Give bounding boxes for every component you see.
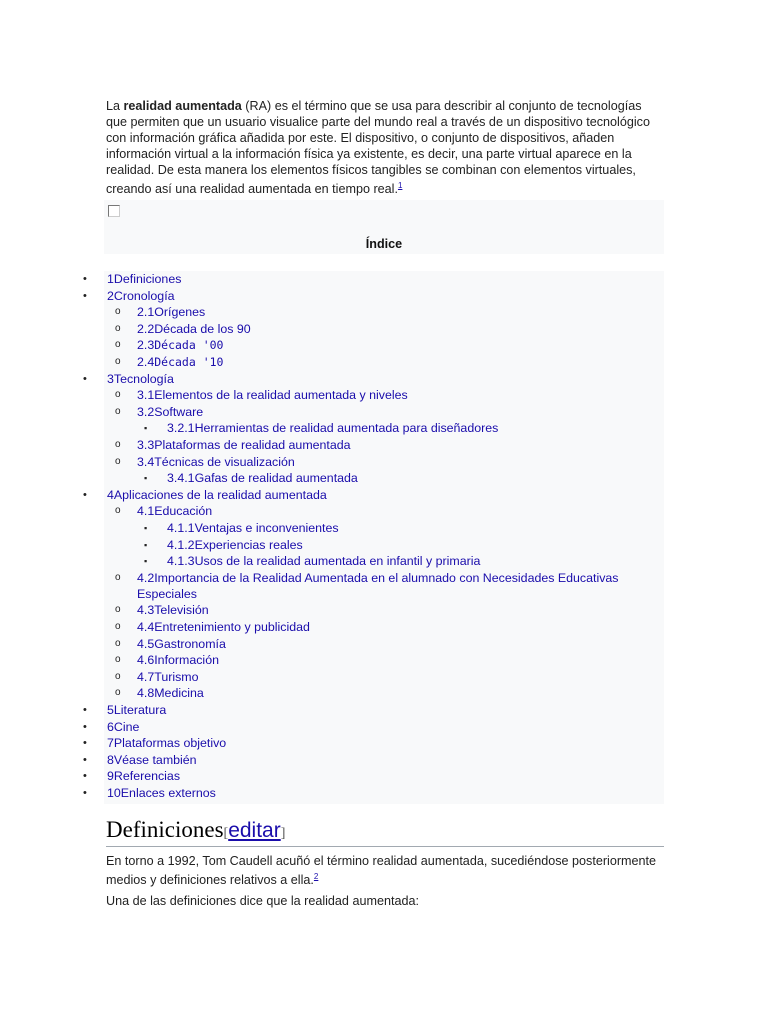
toc-item[interactable]	[104, 570, 664, 602]
toc-number: 8	[107, 752, 114, 767]
toc-item[interactable]	[104, 321, 664, 337]
toc-item[interactable]	[83, 288, 664, 304]
toc-label: Década de los 90	[154, 321, 251, 336]
toc-label: Turismo	[154, 669, 199, 684]
toc-label: Herramientas de realidad aumentada para diseñadores	[194, 421, 499, 436]
edit-bracket-close: ]	[280, 826, 286, 841]
toc-link[interactable]	[137, 454, 627, 470]
intro-term: realidad aumentada	[123, 99, 242, 113]
paragraph-definiciones: Una de las definiciones dice que la realidad aumentada:	[106, 894, 419, 908]
toc-item[interactable]	[104, 636, 664, 652]
toc-link[interactable]	[167, 537, 303, 553]
toc-link[interactable]	[137, 387, 627, 403]
toc-label: Plataformas objetivo	[113, 736, 227, 751]
toc-item[interactable]	[83, 752, 664, 768]
toc-number: 2.4	[137, 355, 155, 369]
toc-item[interactable]	[104, 553, 664, 569]
toc-link[interactable]	[137, 570, 627, 602]
toc-bullet: o	[115, 687, 121, 699]
toc-bullet: •	[83, 753, 87, 766]
toc-item[interactable]	[83, 719, 664, 735]
toc-number: 4.3	[137, 603, 155, 618]
toc-number: 3	[107, 371, 114, 386]
toc-bullet: o	[115, 571, 121, 583]
toc-item[interactable]	[104, 537, 664, 553]
toc-number: 4.7	[137, 669, 155, 684]
toc-bullet: ▪	[144, 473, 148, 484]
toc-number: 3.4.1	[167, 471, 195, 486]
toc-link[interactable]	[107, 271, 181, 287]
toc-item[interactable]	[83, 768, 664, 784]
toc-link[interactable]	[107, 487, 327, 503]
toc-number: 3.4	[137, 454, 155, 469]
toc-bullet: •	[83, 770, 87, 783]
toc-number: 4.4	[137, 620, 155, 634]
toc-bullet: •	[83, 720, 87, 733]
toc-label: Definiciones	[113, 272, 182, 286]
toc-bullet: ▪	[144, 523, 148, 533]
toc-number: 6	[107, 719, 114, 734]
toc-bullet: •	[83, 273, 87, 285]
toc-bullet: o	[115, 389, 121, 401]
toc-link[interactable]	[137, 636, 627, 652]
toc-number: 9	[107, 769, 114, 784]
toc-link[interactable]	[167, 520, 339, 536]
toc-bullet: o	[115, 306, 121, 318]
toc-label: Gafas de realidad aumentada	[194, 471, 358, 486]
toc-link[interactable]	[167, 470, 358, 486]
section-heading-definiciones	[106, 814, 664, 847]
toc-link[interactable]	[107, 719, 139, 735]
toc-number: 10	[107, 786, 121, 800]
toc-number: 7	[107, 736, 114, 751]
toc-number: 3.1	[137, 388, 155, 403]
toc-item[interactable]	[104, 354, 664, 370]
toc-number: 4.1.1	[167, 521, 195, 535]
toc-link[interactable]	[107, 785, 216, 801]
toc-item[interactable]	[104, 520, 664, 536]
toc-bullet: o	[115, 322, 121, 334]
toc-number: 3.2	[137, 404, 155, 419]
toc-number: 4.5	[137, 636, 155, 651]
toc-label: Televisión	[154, 603, 209, 618]
toc-link[interactable]	[167, 553, 480, 569]
toc-label: Entretenimiento y publicidad	[154, 620, 310, 634]
toc-item[interactable]	[104, 304, 664, 320]
toc-item[interactable]	[104, 602, 664, 618]
toc-bullet: o	[115, 505, 121, 517]
toc-link[interactable]	[137, 652, 627, 668]
toc-number: 3.3	[137, 438, 155, 452]
toc-number: 4.8	[137, 686, 155, 701]
toc-number: 2.1	[137, 305, 155, 320]
toc-link[interactable]	[137, 304, 627, 320]
toc-label: Información	[154, 653, 219, 668]
toc-label: Década '10	[154, 355, 224, 369]
toc-item[interactable]	[104, 437, 664, 453]
toc-number: 4.1	[137, 504, 155, 519]
toc-number: 4.2	[137, 570, 155, 585]
toc-bullet: o	[115, 621, 121, 632]
toc-number: 2	[107, 288, 114, 303]
toc-link[interactable]	[107, 702, 166, 718]
section-title: Definiciones	[106, 817, 224, 842]
paragraph-caudell	[106, 853, 666, 888]
toc-label: Software	[154, 404, 204, 419]
toc-label: Gastronomía	[154, 636, 226, 651]
toc-item[interactable]	[104, 454, 664, 470]
edit-link[interactable]: editar	[228, 819, 281, 842]
toc-number: 2.2	[137, 321, 155, 336]
toc-bullet: o	[115, 637, 121, 649]
toc-item[interactable]	[83, 487, 664, 503]
toc-item[interactable]	[104, 337, 664, 353]
toc-link[interactable]	[107, 768, 180, 784]
toc-number: 4.1.3	[167, 554, 195, 569]
toc-bullet: •	[83, 488, 87, 501]
toc-bullet: ▪	[144, 556, 148, 567]
toc-label: Aplicaciones de la realidad aumentada	[113, 487, 327, 502]
toc-link[interactable]	[167, 420, 498, 436]
toc-label: Elementos de la realidad aumentada y niveles	[154, 388, 408, 403]
toc-item[interactable]	[104, 503, 664, 519]
toc-label: Usos de la realidad aumentada en infantil y primaria	[194, 554, 481, 569]
reference-link-1[interactable]: 1	[397, 181, 403, 190]
toc-number: 5	[107, 703, 114, 717]
toc-label: Medicina	[154, 686, 204, 701]
toc-item[interactable]	[83, 735, 664, 751]
toc-number: 4	[107, 487, 114, 502]
toc-label: Referencias	[113, 769, 181, 784]
toc-link[interactable]	[137, 321, 627, 337]
toc-bullet: •	[83, 289, 87, 302]
toc-number: 4.6	[137, 653, 155, 668]
toc-link[interactable]	[107, 752, 197, 768]
toc-bullet: •	[83, 704, 87, 716]
toc-bullet: o	[115, 670, 121, 682]
toc-bullet: o	[115, 339, 121, 351]
toc-bullet: •	[83, 737, 87, 750]
toc-item[interactable]	[104, 619, 664, 635]
toc-number: 3.2.1	[167, 421, 195, 436]
toc-label: Orígenes	[154, 305, 206, 320]
toc-label: Experiencias reales	[194, 537, 303, 552]
toc-link[interactable]	[137, 669, 627, 685]
toc-label: Véase también	[113, 752, 197, 767]
toc-toggle-checkbox-icon[interactable]	[108, 205, 120, 217]
toc-link[interactable]	[107, 371, 174, 387]
toc-label: Década '00	[154, 338, 224, 353]
toc-bullet: o	[115, 405, 121, 417]
toc-number: 4.1.2	[167, 537, 195, 552]
toc-link[interactable]	[137, 602, 627, 618]
toc-label: Técnicas de visualización	[154, 454, 295, 469]
intro-paragraph	[106, 98, 666, 197]
toc-link[interactable]	[107, 288, 175, 304]
toc-link[interactable]	[137, 337, 627, 353]
toc-label: Educación	[154, 504, 213, 519]
toc-item[interactable]	[83, 371, 664, 387]
toc-item[interactable]	[104, 669, 664, 685]
toc-item[interactable]	[83, 271, 664, 287]
toc-list	[83, 271, 664, 804]
toc-item[interactable]	[104, 470, 664, 486]
edit-bracket-open: [	[223, 826, 229, 841]
toc-link[interactable]	[137, 354, 627, 370]
toc-item[interactable]	[83, 702, 664, 718]
toc-label: Tecnología	[113, 371, 174, 386]
toc-link[interactable]	[137, 437, 627, 453]
toc-bullet: •	[83, 372, 87, 385]
toc-bullet: o	[115, 356, 121, 367]
toc-label: Ventajas e inconvenientes	[194, 521, 339, 535]
paragraph-text: En torno a 1992, Tom Caudell acuñó el término realidad aumentada, sucediéndose posteriormente medios y definiciones relativos a ella.	[106, 854, 657, 887]
toc-bullet: ▪	[144, 539, 148, 550]
toc-item[interactable]	[104, 387, 664, 403]
toc-link[interactable]	[137, 619, 627, 635]
toc-number: 2.3	[137, 338, 155, 353]
toc-label: Cronología	[113, 288, 175, 303]
toc-label: Plataformas de realidad aumentada	[154, 438, 351, 452]
toc-bullet: •	[83, 787, 87, 799]
toc-bullet: ▪	[144, 423, 148, 434]
toc-bullet: o	[115, 654, 121, 666]
toc-link[interactable]	[137, 503, 627, 519]
toc-item[interactable]	[104, 404, 664, 420]
toc-bullet: o	[115, 455, 121, 467]
toc-item[interactable]	[104, 652, 664, 668]
intro-text-pre: La	[106, 99, 124, 113]
toc-title: Índice	[365, 237, 403, 251]
toc-bullet: o	[115, 439, 121, 450]
reference-link-2[interactable]: 2	[313, 872, 319, 881]
toc-number: 1	[107, 272, 114, 286]
toc-link[interactable]	[137, 404, 627, 420]
toc-header	[104, 200, 664, 254]
toc-item[interactable]	[104, 420, 664, 436]
toc-item[interactable]	[83, 785, 664, 801]
toc-label: Enlaces externos	[120, 786, 216, 800]
toc-label: Literatura	[113, 703, 167, 717]
toc-link[interactable]	[107, 735, 226, 751]
toc-item[interactable]	[104, 685, 664, 701]
toc-bullet: o	[115, 604, 121, 616]
intro-text: (RA) es el término que se usa para describir al conjunto de tecnologías que permiten que un usuario visualice parte del mundo real a través de un dispositivo tecnológico con información gráfica añadida por este. El dispositivo, o conjunto de dispositivos, añaden información virtual a la información física ya existente, es decir, una parte virtual aparece en la realidad. De esta manera los elementos físicos tangibles se combinan con elementos virtuales, creando así una realidad aumentada en tiempo real.	[106, 99, 650, 196]
toc-label: Importancia de la Realidad Aumentada en el alumnado con Necesidades Educativas Especiales	[137, 570, 619, 601]
toc-link[interactable]	[137, 685, 627, 701]
toc-label: Cine	[113, 719, 140, 734]
